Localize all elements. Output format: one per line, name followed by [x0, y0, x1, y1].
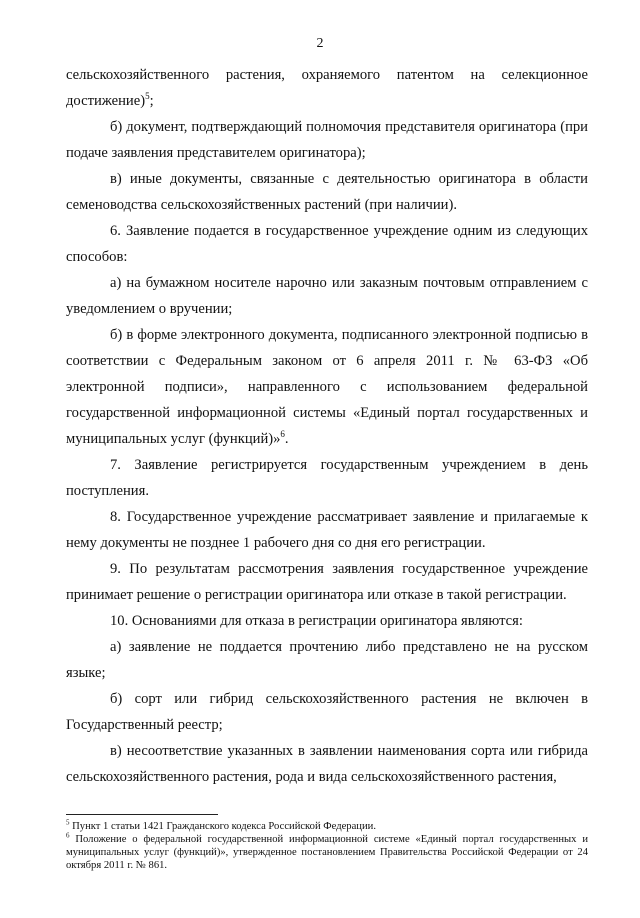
paragraph-tail: .: [284, 431, 289, 447]
footnote-ref: 6: [280, 429, 285, 440]
footnote-ref: 5: [145, 91, 150, 102]
paragraph-text: 7. Заявление регистрируется государственным учреждением в день поступления.: [66, 457, 588, 499]
paragraph: [66, 166, 588, 218]
footnote-text: Пункт 1 статьи 1421 Гражданского кодекса Российской Федерации.: [69, 821, 376, 832]
paragraph-tail: ;: [149, 93, 154, 109]
paragraph: [66, 556, 588, 608]
paragraph-text: сельскохозяйственного растения, охраняемого патентом на селекционное достижение): [66, 67, 588, 109]
paragraph: [66, 322, 588, 452]
paragraph-text: б) сорт или гибрид сельскохозяйственного растения не включен в Государственный реестр;: [66, 691, 588, 733]
footnote: [66, 820, 588, 833]
paragraph-text: 6. Заявление подается в государственное учреждение одним из следующих способов:: [66, 223, 588, 265]
footnotes: [66, 820, 588, 872]
document-body: [66, 62, 588, 790]
paragraph: [66, 452, 588, 504]
paragraph-text: 10. Основаниями для отказа в регистрации оригинатора являются:: [110, 613, 523, 629]
paragraph: [66, 62, 588, 114]
paragraph-text: а) заявление не поддается прочтению либо представлено не на русском языке;: [66, 639, 588, 681]
paragraph-text: 8. Государственное учреждение рассматривает заявление и прилагаемые к нему документы не позднее 1 рабочего дня со дня его регистрации.: [66, 509, 588, 551]
paragraph-text: а) на бумажном носителе нарочно или заказным почтовым отправлением с уведомлением о вручении;: [66, 275, 588, 317]
footnote-mark: 5: [66, 818, 70, 827]
footnote-text: Положение о федеральной государственной информационной системе «Единый портал государственных и муниципальных услуг (функций)», утвержденное постановлением Правительства Российской Федерации от 24 октября 2011 г. № 861.: [66, 834, 588, 871]
paragraph-text: б) документ, подтверждающий полномочия представителя оригинатора (при подаче заявления представителем оригинатора);: [66, 119, 588, 161]
paragraph: [66, 634, 588, 686]
paragraph: [66, 504, 588, 556]
footnote-mark: 6: [66, 831, 70, 840]
paragraph: [66, 738, 588, 790]
paragraph-text: б) в форме электронного документа, подписанного электронной подписью в соответствии с Федеральным законом от 6 апреля 2011 г. № 63-ФЗ «Об электронной подписи», направленного с использованием федеральной государственной информационной системы «Единый портал государственных и муниципальных услуг (функций)»: [66, 327, 588, 447]
paragraph: [66, 218, 588, 270]
page-number: 2: [316, 36, 324, 51]
paragraph-text: в) несоответствие указанных в заявлении наименования сорта или гибрида сельскохозяйственного растения, рода и вида сельскохозяйственного растения,: [66, 743, 588, 785]
footnote-separator: [66, 814, 218, 815]
paragraph-text: 9. По результатам рассмотрения заявления государственное учреждение принимает решение о регистрации оригинатора или отказе в такой регистрации.: [66, 561, 588, 603]
footnote: [66, 833, 588, 872]
paragraph: [66, 270, 588, 322]
paragraph: [66, 686, 588, 738]
paragraph: [66, 114, 588, 166]
paragraph: [66, 608, 588, 634]
paragraph-text: в) иные документы, связанные с деятельностью оригинатора в области семеноводства сельскохозяйственных растений (при наличии).: [66, 171, 588, 213]
